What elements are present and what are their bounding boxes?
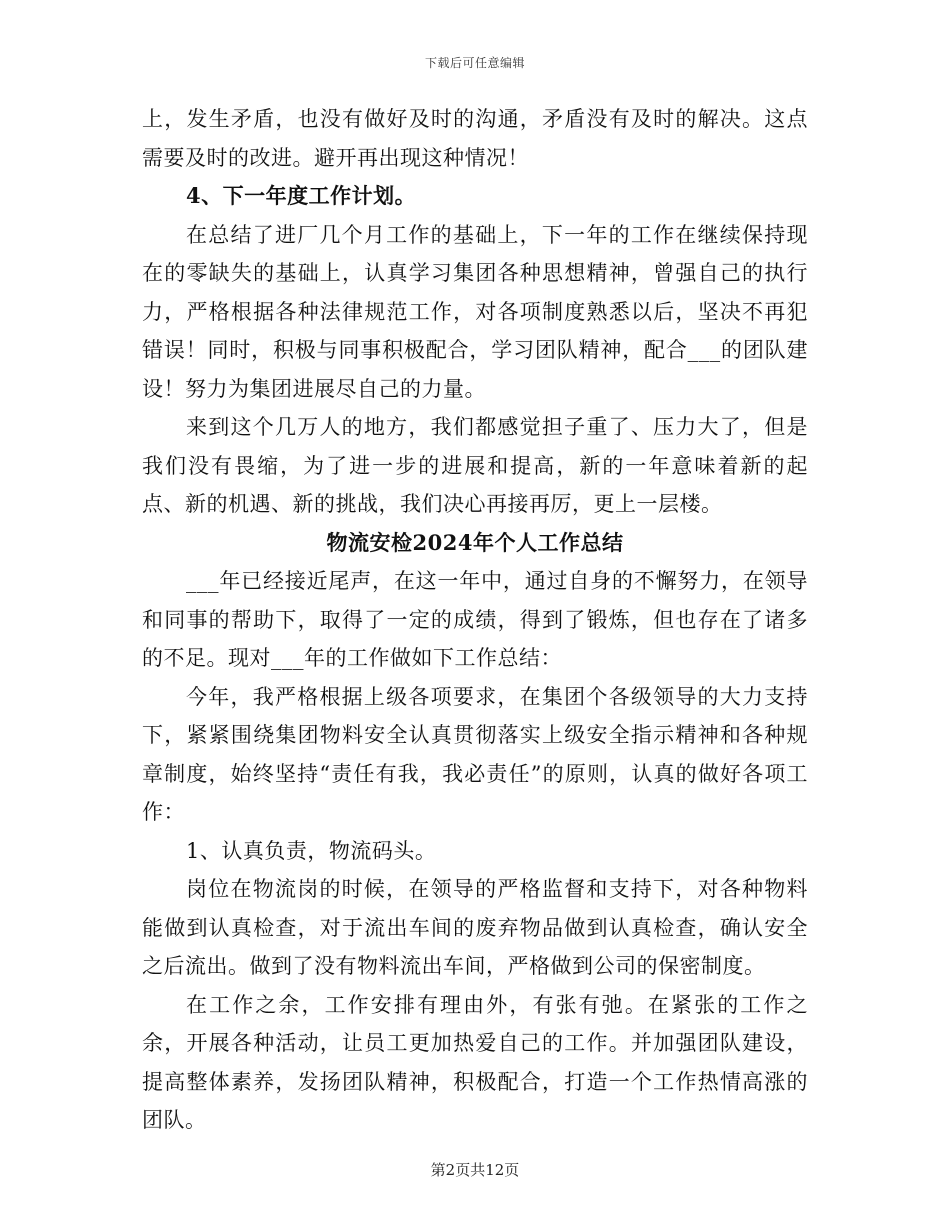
section-heading-logistics: 1、认真负责，物流码头。 [186,838,437,863]
paragraph: ___年已经接近尾声，在这一年中，通过自身的不懈努力，在领导和同事的帮助下，取得了一定的成绩，得到了锻炼，但也存在了诸多的不足。现对___年的工作做如下工作总结： [142,569,808,670]
document-body [142,100,808,1140]
paragraph: 在总结了进厂几个月工作的基础上，下一年的工作在继续保持现在的零缺失的基础上，认真学习集团各种思想精神，曾强自己的执行力，严格根据各种法律规范工作，对各项制度熟悉以后，坚决不再犯错误！同时，积极与同事积极配合，学习团队精神，配合___的团队建设！努力为集团进展尽自己的力量。 [142,222,808,401]
paragraph: 在工作之余，工作安排有理由外，有张有弛。在紧张的工作之余，开展各种活动，让员工更加热爱自己的工作。并加强团队建设，提高整体素养，发扬团队精神，积极配合，打造一个工作热情高涨的团队。 [142,992,808,1132]
document-title: 物流安检2024年个人工作总结 [326,529,624,555]
paragraph: 岗位在物流岗的时候，在领导的严格监督和支持下，对各种物料能做到认真检查，对于流出车间的废弃物品做到认真检查，确认安全之后流出。做到了没有物料流出车间，严格做到公司的保密制度。 [142,877,808,978]
section-heading-next-year-plan: 4、下一年度工作计划。 [186,183,417,208]
paragraph-continued: 上，发生矛盾，也没有做好及时的沟通，矛盾没有及时的解决。这点需要及时的改进。避开再出现这种情况！ [142,107,808,170]
paragraph: 今年，我严格根据上级各项要求，在集团个各级领导的大力支持下，紧紧围绕集团物料安全认真贯彻落实上级安全指示精神和各种规章制度，始终坚持“责任有我，我必责任”的原则，认真的做好各项工作： [142,684,808,824]
page-footer: 第2页共12页 [430,1161,520,1179]
page-header: 下载后可任意编辑 [424,56,525,70]
paragraph: 来到这个几万人的地方，我们都感觉担子重了、压力大了，但是我们没有畏缩，为了进一步的进展和提高，新的一年意味着新的起点、新的机遇、新的挑战，我们决心再接再厉，更上一层楼。 [142,415,808,516]
